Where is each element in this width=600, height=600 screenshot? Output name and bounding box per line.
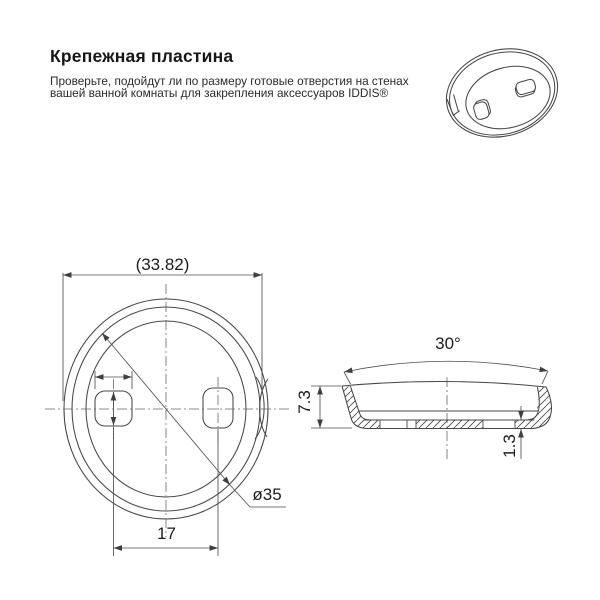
description-line-2: вашей ванной комнаты для закрепления аксессуаров IDDIS® [50,85,389,100]
iso-outer-rim [436,36,568,150]
iso-inner-rim [440,40,565,147]
side-top-edge [342,381,546,387]
dim-hole-spacing-label: 17 [157,524,176,543]
side-floor-hatch [416,420,483,429]
side-view-hatching [342,386,552,429]
dim-bottom-thickness-label: 1.3 [500,434,519,458]
front-dimensions [63,273,286,556]
iso-face [458,57,557,138]
description-line-1: Проверьте, подойдут ли по размеру готовые отверстия на стенах [50,74,409,88]
dim-diameter-label: ø35 [252,485,282,504]
side-right-wall-hatch [515,387,552,429]
dim-angle-label: 30° [435,334,461,353]
dim-height-label: 7.3 [295,390,314,414]
iso-left-slot [473,101,491,121]
page-title: Крепежная пластина [50,46,234,66]
dimarc-angle [344,361,548,372]
dimarc-angle-tail-r [542,371,548,384]
dimarc-angle-tail-l [344,372,351,384]
isometric-view [436,36,568,150]
iso-rim-notch-edge [454,95,459,111]
dim-overall-width-label: (33.82) [135,255,190,274]
